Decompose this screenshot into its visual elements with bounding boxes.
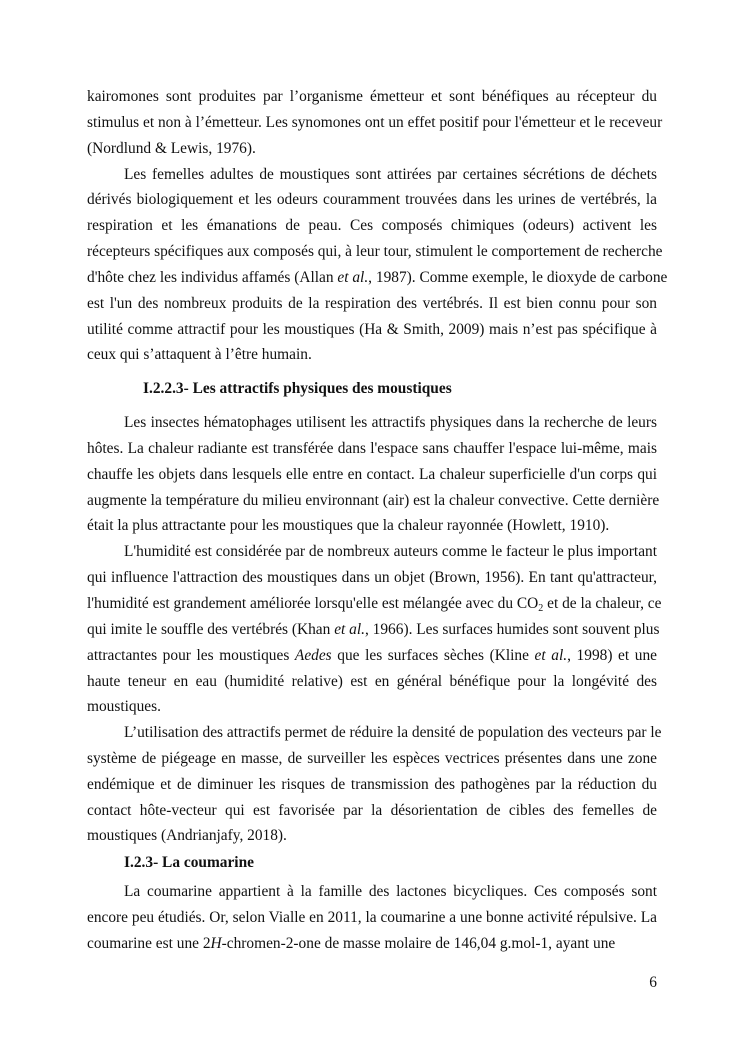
text-segment: haute teneur en eau (humidité relative) est en général bénéfique pour la longévité des xyxy=(87,673,657,690)
text-line xyxy=(87,694,657,720)
text-line xyxy=(87,317,657,343)
text-segment: Les femelles adultes de moustiques sont attirées par certaines sécrétions de déchets xyxy=(124,166,657,183)
text-line xyxy=(87,565,657,591)
text-line xyxy=(124,162,657,188)
text-segment: hôtes. La chaleur radiante est transférée dans l'espace sans chauffer l'espace lui-même, mais xyxy=(87,440,657,457)
text-segment: -chromen-2-one de masse molaire de 146,04 g.mol-1, ayant une xyxy=(221,935,616,952)
text-segment: qui influence l'attraction des moustiques dans un objet (Brown, 1956). En tant qu'attracteur, xyxy=(87,569,657,586)
text-line xyxy=(124,879,657,905)
text-line xyxy=(87,265,668,291)
text-segment: dérivés biologiquement et les odeurs couramment trouvées dans les urines de vertébrés, la xyxy=(87,191,657,208)
text-segment: endémique et de diminuer les risques de transmission des pathogènes par la réduction du xyxy=(87,776,657,793)
heading-line xyxy=(143,376,713,402)
text-segment: L'humidité est considérée par de nombreux auteurs comme le facteur le plus important xyxy=(124,543,657,560)
text-segment: était la plus attractante pour les moustiques que la chaleur rayonnée (Howlett, 1910). xyxy=(87,517,610,534)
text-segment: chauffe les objets dans lesquels elle entre en contact. La chaleur superficielle d'un corps qui xyxy=(87,466,657,483)
text-segment: augmente la température du milieu environnant (air) est la chaleur convective. Cette dernière xyxy=(87,492,660,509)
text-segment: moustiques (Andrianjafy, 2018). xyxy=(87,827,287,844)
text-segment: (Nordlund & Lewis, 1976). xyxy=(87,140,256,157)
text-segment: stimulus et non à l’émetteur. Les synomones ont un effet positif pour l'émetteur et le receveur xyxy=(87,114,663,131)
text-segment: utilité comme attractif pour les moustiques (Ha & Smith, 2009) mais n’est pas spécifique à xyxy=(87,321,657,338)
heading-line xyxy=(124,850,694,876)
text-segment: l'humidité est grandement améliorée lorsqu'elle est mélangée avec du CO xyxy=(87,595,539,612)
text-segment: respiration et les émanations de peau. Ces composés chimiques (odeurs) activent les xyxy=(87,217,657,234)
text-line xyxy=(87,187,657,213)
text-line xyxy=(87,239,663,265)
text-segment: récepteurs spécifiques aux composés qui, à leur tour, stimulent le comportement de recherche xyxy=(87,243,663,260)
text-line xyxy=(87,772,657,798)
text-segment: kairomones sont produites par l’organisme émetteur et sont bénéfiques au récepteur du xyxy=(87,88,657,105)
text-line xyxy=(87,617,660,643)
text-segment: , 1987). Comme exemple, le dioxyde de carbone xyxy=(368,269,668,286)
text-segment: moustiques. xyxy=(87,698,161,715)
text-line xyxy=(87,591,662,617)
text-line xyxy=(87,746,657,772)
text-line xyxy=(87,462,657,488)
text-line xyxy=(87,436,657,462)
text-line xyxy=(124,539,657,565)
text-segment: d'hôte chez les individus affamés (Allan xyxy=(87,269,338,286)
text-line xyxy=(87,905,657,931)
text-segment: Les insectes hématophages utilisent les attractifs physiques dans la recherche de leurs xyxy=(124,414,657,431)
text-line xyxy=(87,823,657,849)
text-segment: est l'un des nombreux produits de la respiration des vertébrés. Il est bien connu pour son xyxy=(87,295,657,312)
text-segment: La coumarine appartient à la famille des lactones bicycliques. Ces composés sont xyxy=(124,883,657,900)
text-segment: ceux qui s’attaquent à l’être humain. xyxy=(87,346,312,363)
page-number: 6 xyxy=(649,974,657,991)
text-segment: I.2.3- La coumarine xyxy=(124,854,254,871)
italic-text: et al. xyxy=(337,269,369,286)
italic-text: et al. xyxy=(534,647,568,664)
text-segment: contact hôte-vecteur qui est favorisée par la désorientation de cibles des femelles de xyxy=(87,802,657,819)
text-segment: coumarine est une 2 xyxy=(87,935,211,952)
text-segment: attractantes pour les moustiques xyxy=(87,647,295,664)
italic-text: et al. xyxy=(334,621,365,638)
text-segment: qui imite le souffle des vertébrés (Khan xyxy=(87,621,335,638)
text-line xyxy=(87,110,663,136)
text-segment: encore peu étudiés. Or, selon Vialle en 2011, la coumarine a une bonne activité répulsive. La xyxy=(87,909,657,926)
italic-text: Aedes xyxy=(294,647,332,664)
text-segment: , 1998) et une xyxy=(567,647,657,664)
text-segment: I.2.2.3- Les attractifs physiques des moustiques xyxy=(143,380,452,397)
text-segment: , 1966). Les surfaces humides sont souvent plus xyxy=(364,621,660,638)
text-segment: L’utilisation des attractifs permet de réduire la densité de population des vecteurs par le xyxy=(124,724,662,741)
subscript-text: 2 xyxy=(538,603,544,614)
text-segment: système de piégeage en masse, de surveiller les espèces vectrices présentes dans une zone xyxy=(87,750,657,767)
text-line xyxy=(87,931,657,957)
text-line xyxy=(87,798,657,824)
text-segment: et de la chaleur, ce xyxy=(543,595,662,612)
text-line xyxy=(87,136,657,162)
text-line xyxy=(87,513,657,539)
text-line xyxy=(87,291,657,317)
text-line xyxy=(124,720,662,746)
text-line xyxy=(87,488,660,514)
text-segment: que les surfaces sèches (Kline xyxy=(331,647,535,664)
text-line xyxy=(87,643,657,669)
text-line xyxy=(124,410,657,436)
text-line xyxy=(87,213,657,239)
text-line xyxy=(87,669,657,695)
italic-text: H xyxy=(210,935,222,952)
text-line xyxy=(87,342,657,368)
text-line xyxy=(87,84,657,110)
